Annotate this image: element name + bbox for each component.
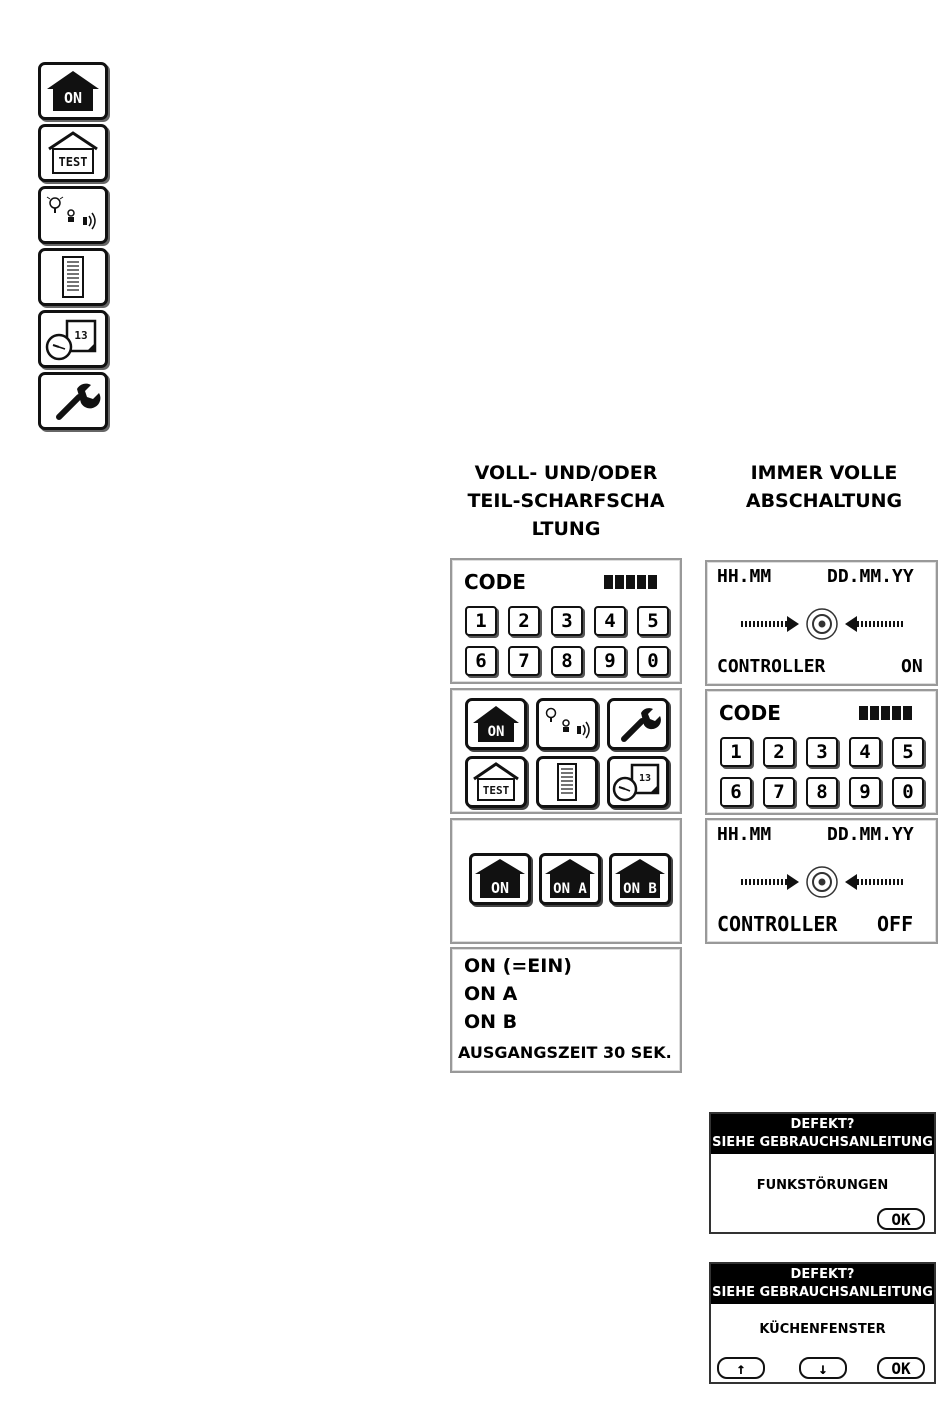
dialog-title: DEFEKT? xyxy=(790,1117,855,1132)
code-entry-screen-2 xyxy=(705,689,938,815)
time-display: HH.MM xyxy=(717,824,772,845)
controller-state: ON xyxy=(901,656,923,677)
heading-line: ABSCHALTUNG xyxy=(745,490,903,512)
heading-line: LTUNG xyxy=(531,518,601,540)
key-5[interactable]: 5 xyxy=(637,606,669,636)
arm-selection-screen xyxy=(450,818,682,944)
arm-options-panel xyxy=(450,947,682,1073)
key-7[interactable]: 7 xyxy=(508,646,540,676)
key-0[interactable]: 0 xyxy=(637,646,669,676)
full-disarm-heading xyxy=(706,459,942,515)
log-list-icon[interactable] xyxy=(536,756,598,808)
arm-on-label: ON xyxy=(63,89,83,107)
fault-dialog-2 xyxy=(709,1262,936,1384)
arm-on-b-button[interactable] xyxy=(609,853,671,905)
ok-button[interactable]: OK xyxy=(877,1357,925,1379)
light-siren-icon[interactable] xyxy=(536,698,598,750)
key-5[interactable]: 5 xyxy=(892,737,924,767)
controller-label: CONTROLLER xyxy=(717,912,838,936)
keypad xyxy=(465,606,669,676)
dialog-subtitle: SIEHE GEBRAUCHSANLEITUNG xyxy=(712,1285,933,1300)
time-display: HH.MM xyxy=(717,566,772,587)
option-on-a: ON A xyxy=(464,983,518,1005)
code-mask xyxy=(859,706,912,720)
dialog-title: DEFEKT? xyxy=(790,1267,855,1282)
code-label: CODE xyxy=(464,570,526,594)
date-display: DD.MM.YY xyxy=(827,566,914,587)
partial-arming-heading xyxy=(448,459,684,543)
key-3[interactable]: 3 xyxy=(551,606,583,636)
key-6[interactable]: 6 xyxy=(720,777,752,807)
menu-calendar-label: 13 xyxy=(638,773,652,784)
option-on: ON (=EIN) xyxy=(464,955,572,977)
fault-dialog-1 xyxy=(709,1112,936,1234)
heading-line: TEIL-SCHARFSCHA xyxy=(467,490,665,512)
key-9[interactable]: 9 xyxy=(594,646,626,676)
key-0[interactable]: 0 xyxy=(892,777,924,807)
key-7[interactable]: 7 xyxy=(763,777,795,807)
dialog-subtitle: SIEHE GEBRAUCHSANLEITUNG xyxy=(712,1135,933,1150)
test-label: TEST xyxy=(58,155,88,169)
key-4[interactable]: 4 xyxy=(594,606,626,636)
key-4[interactable]: 4 xyxy=(849,737,881,767)
key-1[interactable]: 1 xyxy=(720,737,752,767)
up-arrow-button[interactable]: ↑ xyxy=(717,1357,765,1379)
key-6[interactable]: 6 xyxy=(465,646,497,676)
keypad xyxy=(720,737,924,807)
arm-on-icon[interactable] xyxy=(465,698,527,750)
arm-on-label: ON xyxy=(490,879,510,897)
dialog-message: FUNKSTÖRUNGEN xyxy=(756,1178,889,1193)
controller-link-icon xyxy=(737,606,907,642)
code-label: CODE xyxy=(719,701,781,725)
down-arrow-button[interactable]: ↓ xyxy=(799,1357,847,1379)
status-screen-off xyxy=(705,818,938,944)
key-1[interactable]: 1 xyxy=(465,606,497,636)
exit-delay-text: AUSGANGSZEIT 30 SEK. xyxy=(458,1043,672,1062)
status-screen-on xyxy=(705,560,938,686)
arm-on-b-label: ON B xyxy=(623,881,657,897)
heading-line: IMMER VOLLE xyxy=(750,462,898,484)
heading-line: VOLL- UND/ODER xyxy=(474,462,658,484)
log-list-icon[interactable] xyxy=(38,248,108,306)
dialog-header xyxy=(711,1264,934,1304)
test-house-icon[interactable] xyxy=(38,124,108,182)
key-2[interactable]: 2 xyxy=(763,737,795,767)
dialog-header xyxy=(711,1114,934,1154)
code-entry-screen xyxy=(450,558,682,684)
light-siren-icon[interactable] xyxy=(38,186,108,244)
menu-test-label: TEST xyxy=(482,784,510,797)
main-menu-screen xyxy=(450,688,682,814)
key-3[interactable]: 3 xyxy=(806,737,838,767)
key-8[interactable]: 8 xyxy=(806,777,838,807)
key-8[interactable]: 8 xyxy=(551,646,583,676)
arm-on-a-label: ON A xyxy=(553,881,587,897)
date-display: DD.MM.YY xyxy=(827,824,914,845)
option-on-b: ON B xyxy=(464,1011,518,1033)
ok-button[interactable]: OK xyxy=(877,1208,925,1230)
dialog-message: KÜCHENFENSTER xyxy=(759,1322,886,1337)
key-2[interactable]: 2 xyxy=(508,606,540,636)
test-house-icon[interactable] xyxy=(465,756,527,808)
clock-calendar-icon[interactable] xyxy=(38,310,108,368)
wrench-icon[interactable] xyxy=(38,372,108,430)
controller-link-icon xyxy=(737,864,907,900)
arm-on-button[interactable] xyxy=(469,853,531,905)
controller-label: CONTROLLER xyxy=(717,656,826,677)
key-9[interactable]: 9 xyxy=(849,777,881,807)
arm-on-a-button[interactable] xyxy=(539,853,601,905)
wrench-icon[interactable] xyxy=(607,698,669,750)
controller-state: OFF xyxy=(877,912,914,936)
clock-calendar-icon[interactable] xyxy=(607,756,669,808)
arm-on-icon[interactable] xyxy=(38,62,108,120)
calendar-day-label: 13 xyxy=(74,329,88,342)
code-mask xyxy=(604,575,657,589)
menu-on-label: ON xyxy=(487,724,505,740)
